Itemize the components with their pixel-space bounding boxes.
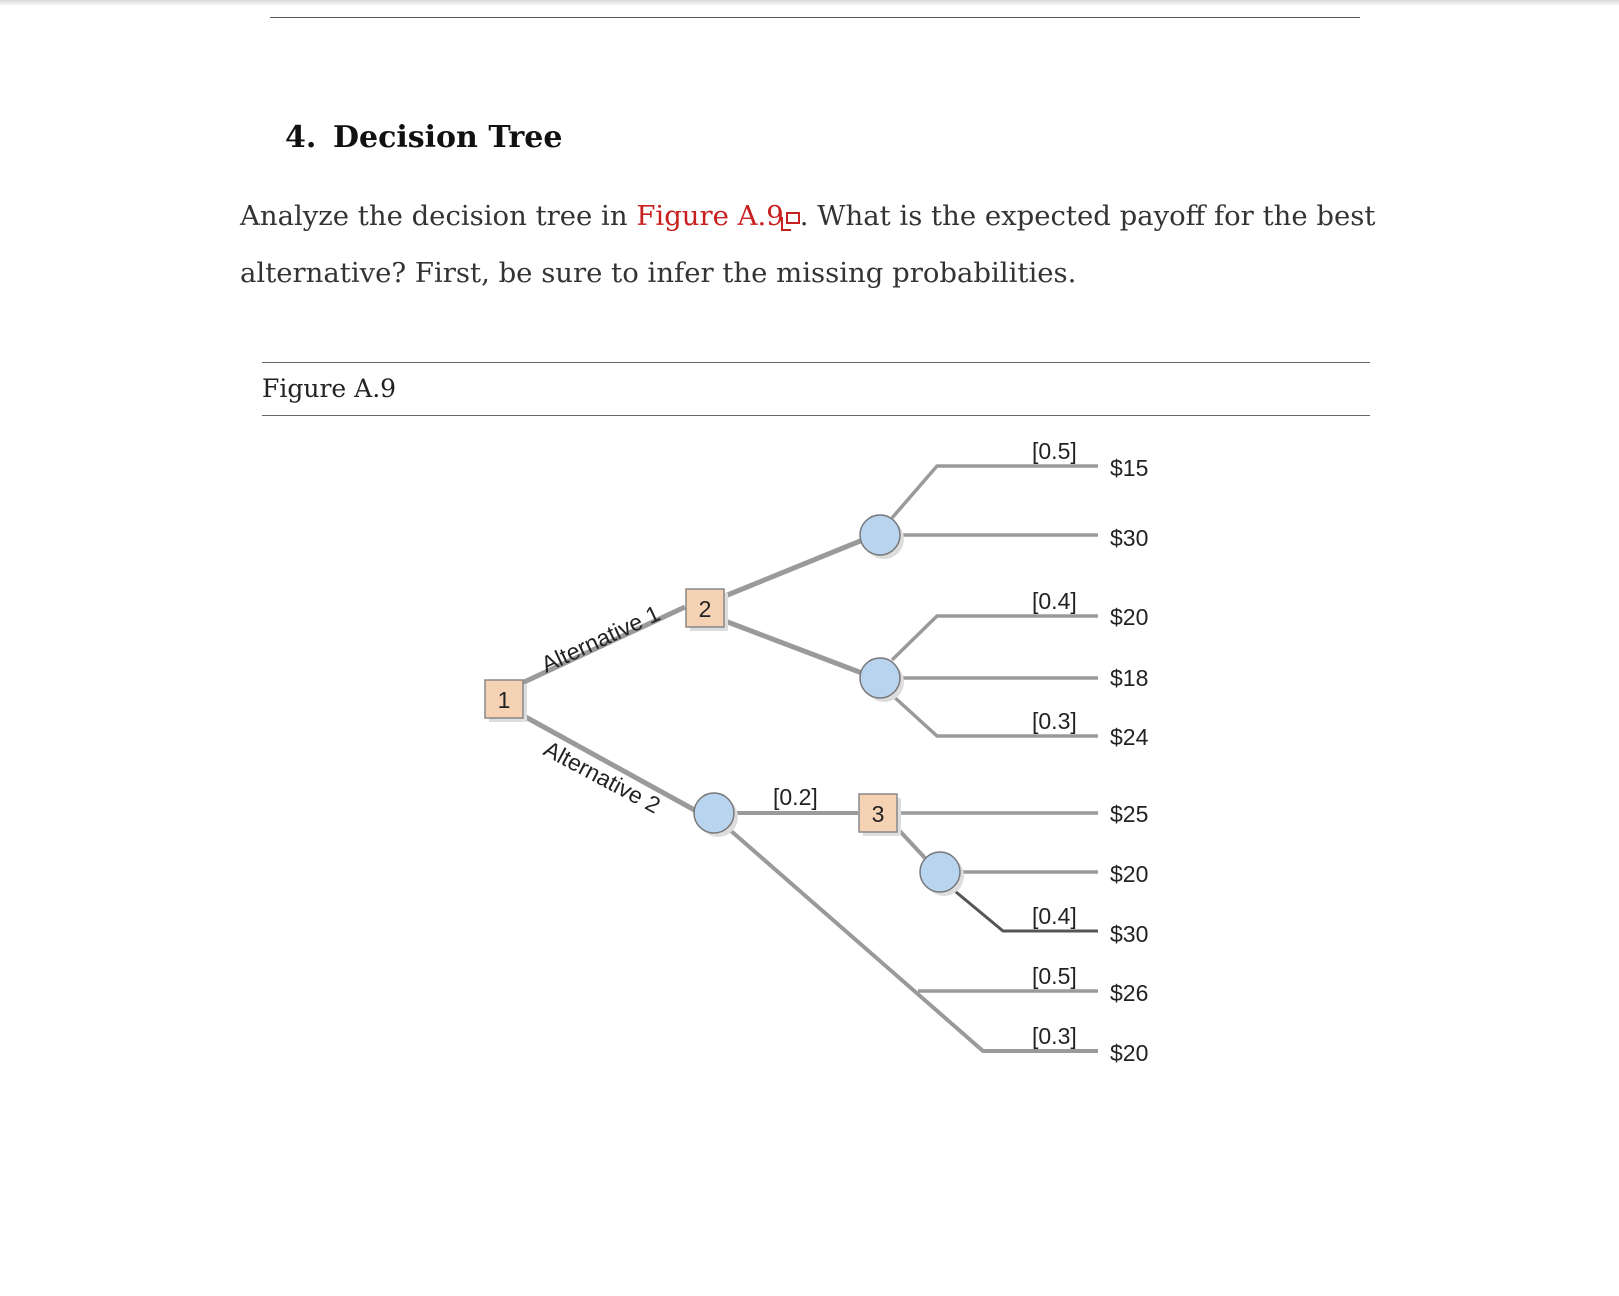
chance-nodes <box>694 515 964 896</box>
payoff-label: $20 <box>1110 604 1149 630</box>
prob-label: [0.4] <box>1032 903 1077 929</box>
prob-label: [0.4] <box>1032 588 1077 614</box>
question-rest: . What is the expected payoff for the best alternative? First, be sure to infer the missing probabilities. <box>240 200 1376 289</box>
payoff-label: $20 <box>1110 861 1149 887</box>
section-number: 4. <box>285 120 317 155</box>
payoff-label: $30 <box>1110 921 1149 947</box>
payoff-label: $20 <box>1110 1040 1149 1066</box>
chance-node-d <box>920 852 960 892</box>
branch-alternative-2 <box>522 715 700 813</box>
prob-label: [0.3] <box>1032 1023 1077 1049</box>
chance-node-a <box>860 515 900 555</box>
alternative-1-label: Alternative 1 <box>537 599 664 678</box>
chance-node-b <box>860 658 900 698</box>
payoff-label: $24 <box>1110 724 1149 750</box>
decision-node-3-label: 3 <box>871 801 885 827</box>
question-lead: Analyze the decision tree in <box>240 200 637 232</box>
branch-node2-upper <box>725 535 875 596</box>
branch-node2-lower <box>725 621 875 678</box>
figure-link-label: Figure A.9 <box>636 200 784 232</box>
decision-node-3 <box>859 794 901 836</box>
tree-branches <box>522 466 1098 1051</box>
payoff-label: $18 <box>1110 665 1149 691</box>
alternative-2-label: Alternative 2 <box>539 735 665 819</box>
decision-node-1-label: 1 <box>497 687 511 713</box>
outcome-20-bottom <box>730 830 1098 1051</box>
decision-node-2-label: 2 <box>698 596 712 622</box>
prob-label: [0.5] <box>1032 963 1077 989</box>
payoff-label: $26 <box>1110 980 1149 1006</box>
payoff-label: $25 <box>1110 801 1149 827</box>
prob-label: [0.3] <box>1032 708 1077 734</box>
decision-node-1 <box>485 680 527 722</box>
payoff-label: $15 <box>1110 455 1149 481</box>
prob-label: [0.2] <box>773 784 818 810</box>
prob-label: [0.5] <box>1032 438 1077 464</box>
payoff-label: $30 <box>1110 525 1149 551</box>
outcome-15 <box>892 466 1098 518</box>
section-title: Decision Tree <box>333 120 563 155</box>
branch-node3-chance <box>897 828 925 858</box>
decision-node-2 <box>686 589 728 631</box>
outcome-20 <box>892 616 1098 660</box>
figure-caption: Figure A.9 <box>262 374 397 403</box>
chance-node-c <box>694 793 734 833</box>
